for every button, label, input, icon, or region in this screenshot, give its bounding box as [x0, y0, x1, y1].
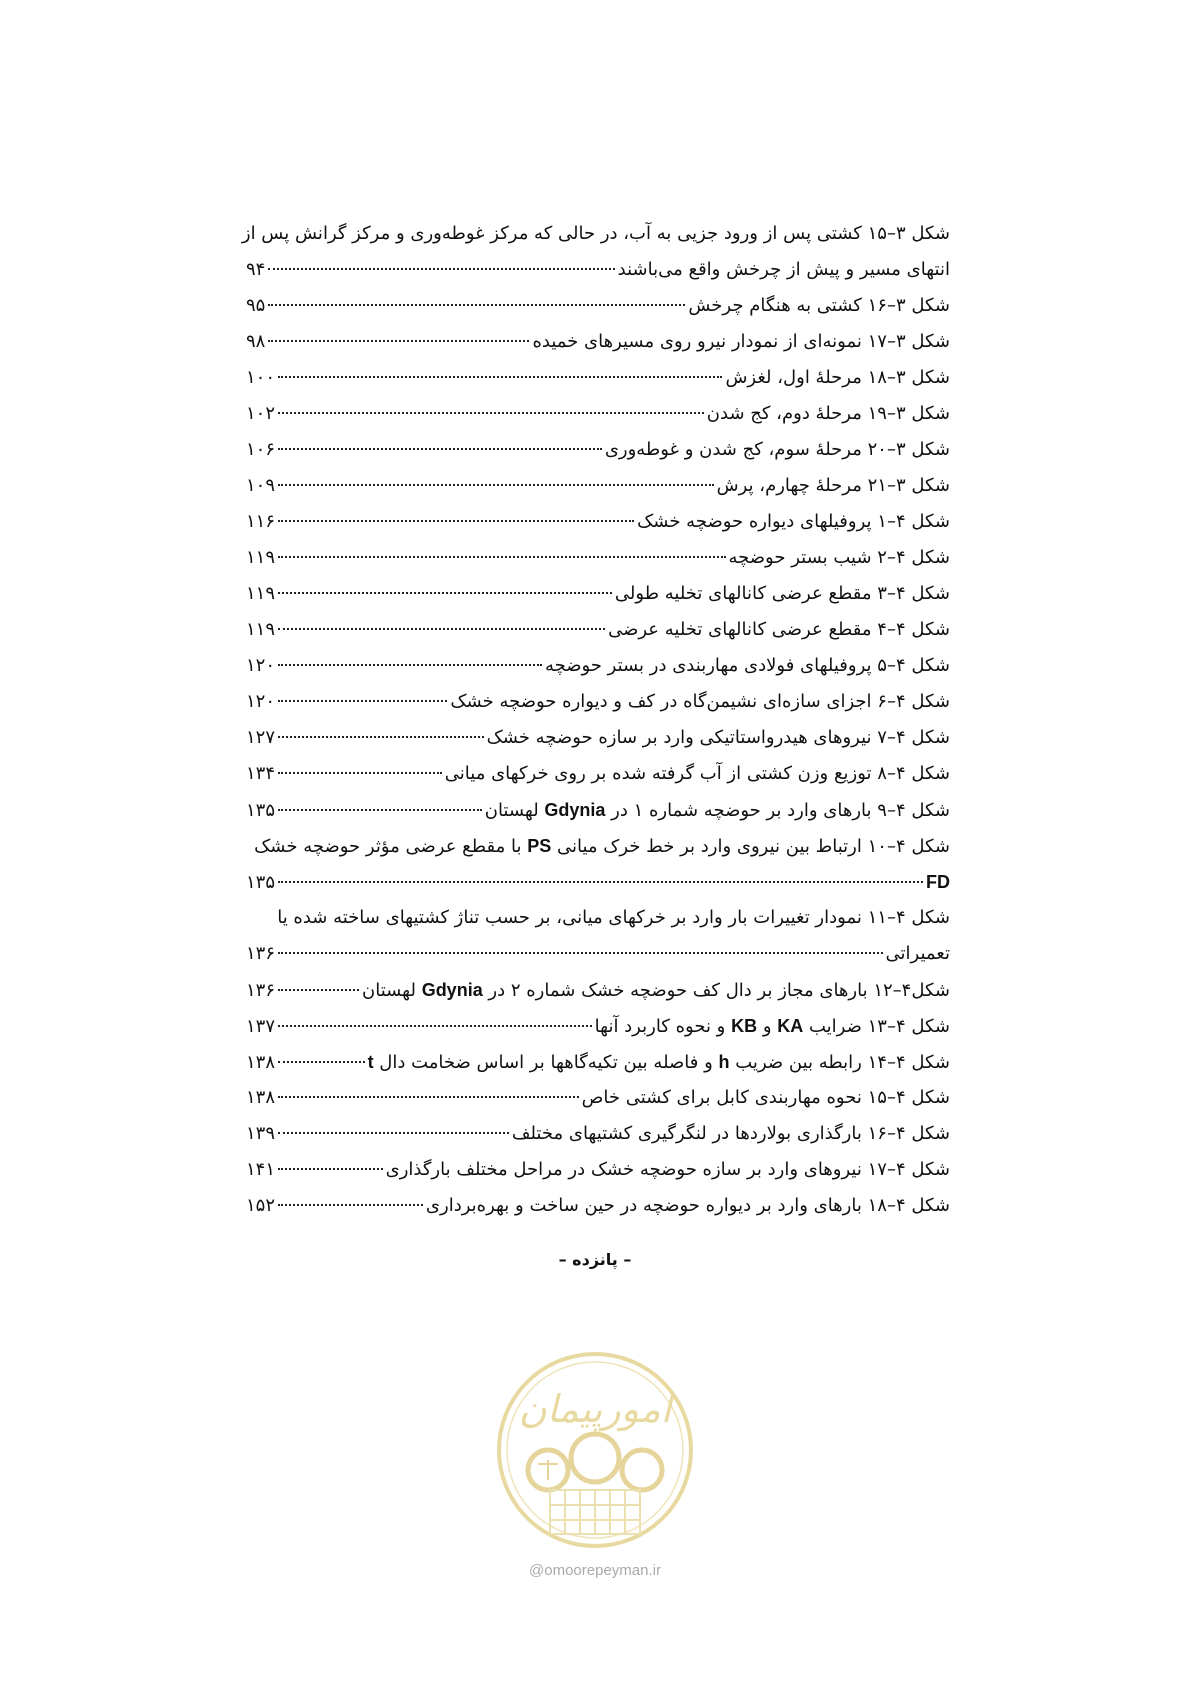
entry-text-segment: لهستان	[484, 800, 545, 821]
entry-title: شکل ۳–۱۵ کشتی پس از ورود جزیی به آب، در حالی که مرکز غوطه‌وری و مرکز گرانش پس از	[241, 223, 950, 244]
dot-leader	[278, 556, 725, 558]
toc-entry-line	[246, 828, 950, 864]
entry-text-segment: Gdynia	[544, 800, 606, 820]
toc-entry-line	[246, 468, 950, 504]
entry-text-segment: PS	[527, 836, 552, 856]
entry-title: شکل ۴–۱۸ بارهای وارد بر دیواره حوضچه در حین ساخت و بهره‌برداری	[425, 1195, 950, 1216]
entry-page-number: ۱۳۶	[246, 943, 276, 964]
building-grid-icon	[550, 1490, 640, 1534]
entry-text-segment: شکل ۴–۱۰ ارتباط بین نیروی وارد بر خط خرک میانی	[551, 836, 950, 857]
dot-leader	[278, 628, 605, 630]
dot-leader	[278, 989, 359, 991]
entry-title	[368, 1044, 950, 1081]
dot-leader	[278, 1204, 423, 1206]
dot-leader	[278, 700, 447, 702]
toc-entry-line	[246, 576, 950, 612]
dot-leader	[278, 664, 542, 666]
toc-entry-line	[246, 972, 950, 1008]
dot-leader	[278, 1025, 592, 1027]
toc-entry-line	[246, 396, 950, 432]
entry-page-number: ۱۵۲	[246, 1195, 276, 1216]
dot-leader	[278, 1168, 383, 1170]
entry-page-number: ۱۰۲	[246, 403, 276, 424]
entry-text-segment: h	[718, 1052, 730, 1072]
toc-entry-line	[246, 252, 950, 288]
toc-entry-line	[246, 1116, 950, 1152]
toc-entry-line	[246, 720, 950, 756]
entry-text-segment: شکل۴–۱۲ بارهای مجاز بر دال کف حوضچه خشک شماره ۲ در	[482, 980, 950, 1001]
entry-page-number: ۱۲۰	[246, 655, 276, 676]
toc-entry-line	[246, 432, 950, 468]
entry-page-number: ۹۵	[246, 295, 266, 316]
entry-title: شکل ۳–۲۰ مرحلهٔ سوم، کج شدن و غوطه‌وری	[604, 439, 950, 460]
entry-title	[485, 792, 950, 829]
entry-title	[595, 1008, 950, 1045]
entry-page-number: ۱۳۴	[246, 763, 276, 784]
toc-entry-line	[246, 1080, 950, 1116]
toc-entry-line	[246, 1188, 950, 1224]
dot-leader	[278, 520, 634, 522]
dot-leader	[278, 952, 883, 954]
dot-leader	[268, 304, 685, 306]
toc-entry-line	[246, 756, 950, 792]
table-of-figures	[241, 216, 950, 1224]
entry-title: شکل ۴–۱۶ بارگذاری بولاردها در لنگرگیری کشتیهای مختلف	[511, 1123, 950, 1144]
entry-text-segment: FD	[926, 872, 950, 892]
toc-entry-line	[246, 648, 950, 684]
toc-entry-line	[246, 684, 950, 720]
toc-entry-line	[246, 1044, 950, 1080]
entry-page-number: ۱۱۶	[246, 511, 276, 532]
toc-entry-line	[246, 900, 950, 936]
watermark-url: @omoorepeyman.ir	[529, 1562, 661, 1579]
entry-title: شکل ۴–۷ نیروهای هیدرواستاتیکی وارد بر سازه حوضچه خشک	[486, 727, 950, 748]
entry-text-segment: Gdynia	[421, 980, 483, 1000]
entry-text-segment: و نحوه کاربرد آنها	[594, 1016, 732, 1037]
entry-page-number: ۱۰۹	[246, 475, 276, 496]
entry-title: شکل ۴–۲ شیب بستر حوضچه	[728, 547, 950, 568]
entry-title: شکل ۴–۱ پروفیلهای دیواره حوضچه خشک	[637, 511, 950, 532]
entry-title: انتهای مسیر و پیش از چرخش واقع می‌باشند	[617, 259, 950, 280]
entry-page-number: ۹۴	[246, 259, 266, 280]
toc-entry-line	[246, 612, 950, 648]
dot-leader	[278, 412, 704, 414]
entry-text-segment: شکل ۴–۹ بارهای وارد بر حوضچه شماره ۱ در	[605, 800, 950, 821]
entry-page-number: ۱۴۱	[246, 1159, 276, 1180]
scales-icon	[538, 1460, 558, 1480]
entry-text-segment: KA	[777, 1016, 804, 1036]
dot-leader	[278, 772, 442, 774]
entry-title: شکل ۳–۱۶ کشتی به هنگام چرخش	[688, 295, 950, 316]
dot-leader	[278, 736, 484, 738]
dot-leader	[278, 1061, 365, 1063]
entry-title: شکل ۳–۱۷ نمونه‌ای از نمودار نیرو روی مسیرهای خمیده	[532, 331, 950, 352]
dot-leader	[278, 881, 923, 883]
entry-title	[926, 864, 950, 901]
entry-title: شکل ۳–۱۸ مرحلهٔ اول، لغزش	[725, 367, 950, 388]
dot-leader	[278, 484, 714, 486]
toc-entry-line	[246, 540, 950, 576]
entry-title: شکل ۴–۱۵ نحوه مهاربندی کابل برای کشتی خاص	[581, 1087, 950, 1108]
entry-page-number: ۱۳۸	[246, 1052, 276, 1073]
logo-calligraphy: امورپیمان	[518, 1387, 672, 1431]
entry-text-segment: و فاصله بین تکیه‌گاهها بر اساس ضخامت دال	[373, 1052, 719, 1073]
entry-page-number: ۹۸	[246, 331, 266, 352]
entry-title: شکل ۴–۱۱ نمودار تغییرات بار وارد بر خرکهای میانی، بر حسب تناژ کشتیهای ساخته شده یا	[277, 907, 950, 928]
entry-title: شکل ۴–۳ مقطع عرضی کانالهای تخلیه طولی	[614, 583, 950, 604]
entry-page-number: ۱۳۹	[246, 1123, 276, 1144]
toc-entry-line	[246, 1008, 950, 1044]
toc-entry-line	[246, 792, 950, 828]
entry-text-segment: لهستان	[361, 980, 422, 1001]
toc-entry-line	[246, 936, 950, 972]
entry-title: شکل ۴–۴ مقطع عرضی کانالهای تخلیه عرضی	[608, 619, 950, 640]
entry-title: شکل ۴–۱۷ نیروهای وارد بر سازه حوضچه خشک در مراحل مختلف بارگذاری	[385, 1159, 950, 1180]
dot-leader	[268, 340, 529, 342]
dot-leader	[278, 1132, 509, 1134]
page-number: – پانزده –	[558, 1250, 632, 1269]
dot-leader	[278, 1096, 579, 1098]
entry-title: شکل ۴–۶ اجزای سازه‌ای نشیمن‌گاه در کف و دیواره حوضچه خشک	[450, 691, 950, 712]
toc-entry-line	[246, 864, 950, 900]
watermark-logo	[490, 1350, 700, 1550]
entry-title: شکل ۴–۸ توزیع وزن کشتی از آب گرفته شده بر روی خرکهای میانی	[444, 763, 950, 784]
entry-text-segment: با مقطع عرضی مؤثر حوضچه خشک	[254, 836, 528, 857]
toc-entry-line	[241, 216, 950, 252]
toc-entry-line	[246, 288, 950, 324]
entry-page-number: ۱۳۶	[246, 980, 276, 1001]
dot-leader	[278, 448, 602, 450]
toc-entry-line	[246, 1152, 950, 1188]
entry-title: تعمیراتی	[885, 943, 950, 964]
entry-page-number: ۱۳۵	[246, 872, 276, 893]
entry-page-number: ۱۱۹	[246, 619, 276, 640]
entry-title	[254, 828, 950, 865]
entry-title: شکل ۴–۵ پروفیلهای فولادی مهاربندی در بستر حوضچه	[544, 655, 950, 676]
toc-entry-line	[246, 360, 950, 396]
entry-text-segment: شکل ۴–۱۳ ضرایب	[803, 1016, 950, 1037]
entry-title: شکل ۳–۱۹ مرحلهٔ دوم، کج شدن	[706, 403, 950, 424]
entry-page-number: ۱۳۸	[246, 1087, 276, 1108]
entry-text-segment: KB	[731, 1016, 758, 1036]
entry-title: شکل ۳–۲۱ مرحلهٔ چهارم، پرش	[716, 475, 950, 496]
entry-text-segment: t	[367, 1052, 374, 1072]
entry-page-number: ۱۱۹	[246, 547, 276, 568]
entry-page-number: ۱۲۰	[246, 691, 276, 712]
entry-text-segment: و	[757, 1016, 778, 1037]
entry-page-number: ۱۲۷	[246, 727, 276, 748]
entry-page-number: ۱۳۵	[246, 800, 276, 821]
entry-page-number: ۱۳۷	[246, 1016, 276, 1037]
entry-title	[362, 972, 950, 1009]
toc-entry-line	[246, 504, 950, 540]
dot-leader	[278, 376, 722, 378]
entry-page-number: ۱۱۹	[246, 583, 276, 604]
entry-page-number: ۱۰۶	[246, 439, 276, 460]
dot-leader	[278, 809, 482, 811]
dot-leader	[268, 268, 614, 270]
dot-leader	[278, 592, 612, 594]
entry-text-segment: شکل ۴–۱۴ رابطه بین ضریب	[729, 1052, 950, 1073]
entry-page-number: ۱۰۰	[246, 367, 276, 388]
toc-entry-line	[246, 324, 950, 360]
